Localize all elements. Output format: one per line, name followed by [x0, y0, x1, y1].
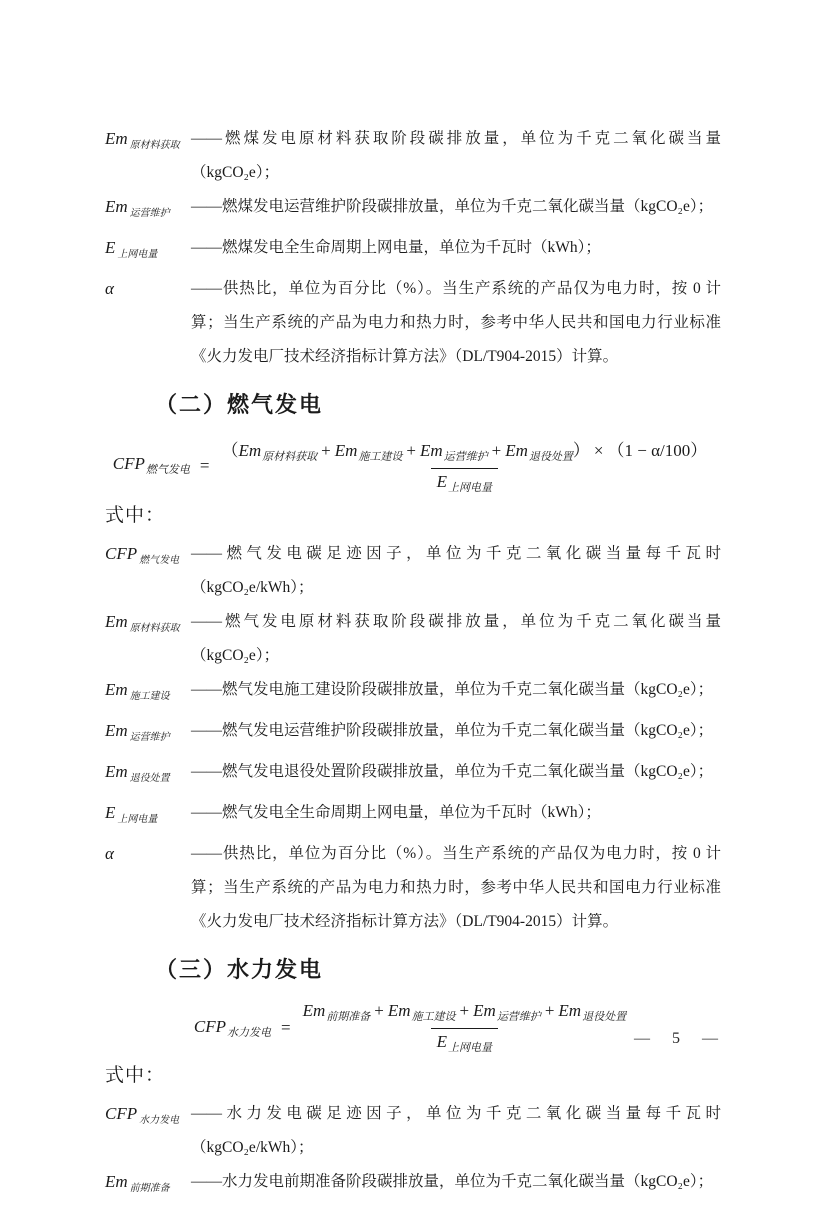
- symbol-term: [105, 714, 191, 755]
- symbol-base: Em: [105, 612, 128, 631]
- symbol-base: α: [105, 844, 114, 863]
- symbol-term: [105, 796, 191, 837]
- symbol-term: [105, 231, 191, 272]
- term-description: ——供热比，单位为百分比（%）。当生产系统的产品仅为电力时，按 0 计算；当生产系统的产品为电力和热力时，参考中华人民共和国电力行业标准《火力发电厂技术经济指标计算方法》（DL/T904-2015）计算。: [191, 845, 721, 930]
- symbol-base: Em: [105, 721, 128, 740]
- fraction-denominator: [431, 468, 498, 495]
- section-heading-hydro: （三）水力发电: [155, 957, 324, 982]
- symbol-term: [105, 837, 191, 878]
- symbol-subscript: 上网电量: [117, 814, 158, 825]
- symbol-term: [105, 1097, 191, 1138]
- symbol-subscript: 施工建设: [129, 691, 170, 702]
- fraction: [297, 1001, 632, 1055]
- e-term: E: [436, 1032, 448, 1051]
- e-term: E: [436, 472, 448, 491]
- lhs-subscript: 水力发电: [227, 1026, 272, 1039]
- symbol-subscript: 退役处置: [129, 773, 170, 784]
- hydro-term-row-em-preparation: [105, 1165, 721, 1206]
- formula-intro-hydro: 式中：: [105, 1065, 166, 1086]
- term-description: ——供热比，单位为百分比（%）。当生产系统的产品仅为电力时，按 0 计算；当生产系统的产品为电力和热力时，参考中华人民共和国电力行业标准《火力发电厂技术经济指标计算方法》（DL/T904-2015）计算。: [191, 280, 721, 365]
- symbol-term: [105, 537, 191, 578]
- term-description: ——燃气发电运营维护阶段碳排放量，单位为千克二氧化碳当量（kgCO₂e）；: [191, 722, 714, 739]
- symbol-base: α: [105, 279, 114, 298]
- hydro-cfp-formula: [105, 1001, 721, 1055]
- em-subscript: 退役处置: [528, 451, 573, 463]
- equals-sign: =: [281, 1018, 291, 1037]
- heat-ratio-factor: （1 − α/100）: [607, 441, 708, 460]
- symbol-subscript: 原材料获取: [129, 623, 180, 634]
- gas-term-row-em-om: [105, 714, 721, 755]
- times-sign: ×: [593, 441, 604, 460]
- em-subscript: 运营维护: [443, 451, 488, 463]
- symbol-subscript: 运营维护: [129, 208, 170, 219]
- coal-term-row-em-om: [105, 190, 721, 231]
- em-subscript: 运营维护: [496, 1011, 541, 1023]
- term-description: ——燃煤发电原材料获取阶段碳排放量，单位为千克二氧化碳当量（kgCO₂e）；: [191, 130, 721, 181]
- plus-sign: +: [459, 1001, 470, 1020]
- equals-sign: =: [199, 455, 210, 475]
- gas-term-row-em-construction: [105, 673, 721, 714]
- symbol-subscript: 原材料获取: [129, 140, 180, 151]
- gas-term-row-cfp: [105, 537, 721, 605]
- lhs-base: CFP: [112, 454, 145, 473]
- fraction-numerator: [297, 1001, 632, 1028]
- symbol-term: [105, 122, 191, 163]
- term-description: ——燃气发电全生命周期上网电量，单位为千瓦时（kWh）；: [191, 804, 601, 821]
- symbol-base: Em: [105, 762, 128, 781]
- symbol-subscript: 燃气发电: [139, 555, 180, 566]
- term-description: ——燃气发电退役处置阶段碳排放量，单位为千克二氧化碳当量（kgCO₂e）；: [191, 763, 714, 780]
- symbol-base: Em: [105, 680, 128, 699]
- em-term: Em: [558, 1001, 582, 1020]
- section-heading-gas: （二）燃气发电: [155, 392, 324, 417]
- em-term: Em: [334, 441, 358, 460]
- gas-term-row-e-grid: [105, 796, 721, 837]
- gas-term-row-em-raw: [105, 605, 721, 673]
- symbol-base: CFP: [105, 544, 138, 563]
- lhs-base: CFP: [193, 1016, 227, 1036]
- formula-intro-gas: 式中：: [105, 505, 166, 526]
- formula-lhs: [194, 1017, 271, 1040]
- symbol-subscript: 上网电量: [117, 249, 158, 260]
- symbol-base: Em: [105, 129, 128, 148]
- coal-term-row-e-grid: [105, 231, 721, 272]
- symbol-base: E: [105, 238, 116, 257]
- symbol-subscript: 水力发电: [139, 1115, 180, 1126]
- term-description: ——燃气发电施工建设阶段碳排放量，单位为千克二氧化碳当量（kgCO₂e）；: [191, 681, 714, 698]
- symbol-base: CFP: [105, 1104, 138, 1123]
- term-description: ——水力发电前期准备阶段碳排放量，单位为千克二氧化碳当量（kgCO₂e）；: [191, 1173, 714, 1190]
- plus-sign: +: [406, 441, 416, 460]
- plus-sign: +: [491, 441, 502, 460]
- coal-term-row-alpha: [105, 272, 721, 374]
- formula-lhs: [113, 454, 190, 477]
- symbol-subscript: 前期准备: [129, 1183, 170, 1194]
- gas-definitions: [105, 537, 721, 939]
- coal-definitions: [105, 122, 721, 374]
- fraction-denominator: [431, 1028, 498, 1055]
- em-subscript: 前期准备: [326, 1011, 371, 1023]
- em-term: Em: [473, 1001, 496, 1020]
- term-description: ——燃煤发电运营维护阶段碳排放量，单位为千克二氧化碳当量（kgCO₂e）；: [191, 198, 714, 215]
- em-subscript: 原材料获取: [262, 451, 318, 463]
- symbol-base: Em: [105, 1172, 128, 1191]
- symbol-term: [105, 1165, 191, 1206]
- symbol-base: Em: [105, 197, 128, 216]
- hydro-definitions: [105, 1097, 721, 1206]
- em-term: Em: [505, 441, 528, 460]
- em-subscript: 施工建设: [411, 1011, 456, 1023]
- plus-sign: +: [544, 1001, 555, 1020]
- term-description: ——燃气发电原材料获取阶段碳排放量，单位为千克二氧化碳当量（kgCO₂e）；: [191, 613, 721, 664]
- open-paren: （: [221, 441, 239, 460]
- em-subscript: 退役处置: [582, 1011, 627, 1023]
- term-description: ——燃气发电碳足迹因子，单位为千克二氧化碳当量每千瓦时（kgCO₂e/kWh）；: [191, 545, 721, 596]
- term-description: ——燃煤发电全生命周期上网电量，单位为千瓦时（kWh）；: [191, 239, 601, 256]
- coal-term-row-em-raw: [105, 122, 721, 190]
- page-number: — 5 —: [634, 1030, 722, 1047]
- fraction: [215, 436, 713, 495]
- em-term: Em: [238, 441, 262, 460]
- symbol-base: E: [105, 803, 116, 822]
- symbol-term: [105, 673, 191, 714]
- plus-sign: +: [374, 1001, 384, 1020]
- e-subscript: 上网电量: [448, 482, 493, 494]
- lhs-subscript: 燃气发电: [145, 464, 190, 476]
- em-term: Em: [387, 1001, 411, 1020]
- document-page-content: [105, 122, 721, 1206]
- symbol-term: [105, 605, 191, 646]
- gas-term-row-em-decommission: [105, 755, 721, 796]
- symbol-term: [105, 272, 191, 313]
- symbol-term: [105, 190, 191, 231]
- gas-cfp-formula: [105, 436, 721, 495]
- close-paren: ）: [572, 441, 590, 460]
- gas-term-row-alpha: [105, 837, 721, 939]
- em-subscript: 施工建设: [358, 451, 403, 463]
- plus-sign: +: [321, 441, 331, 460]
- hydro-term-row-cfp: [105, 1097, 721, 1165]
- em-term: Em: [302, 1001, 326, 1020]
- term-description: ——水力发电碳足迹因子，单位为千克二氧化碳当量每千瓦时（kgCO₂e/kWh）；: [191, 1105, 721, 1156]
- symbol-term: [105, 755, 191, 796]
- e-subscript: 上网电量: [448, 1042, 493, 1054]
- symbol-subscript: 运营维护: [129, 732, 170, 743]
- fraction-numerator: [215, 436, 713, 468]
- em-term: Em: [419, 441, 443, 460]
